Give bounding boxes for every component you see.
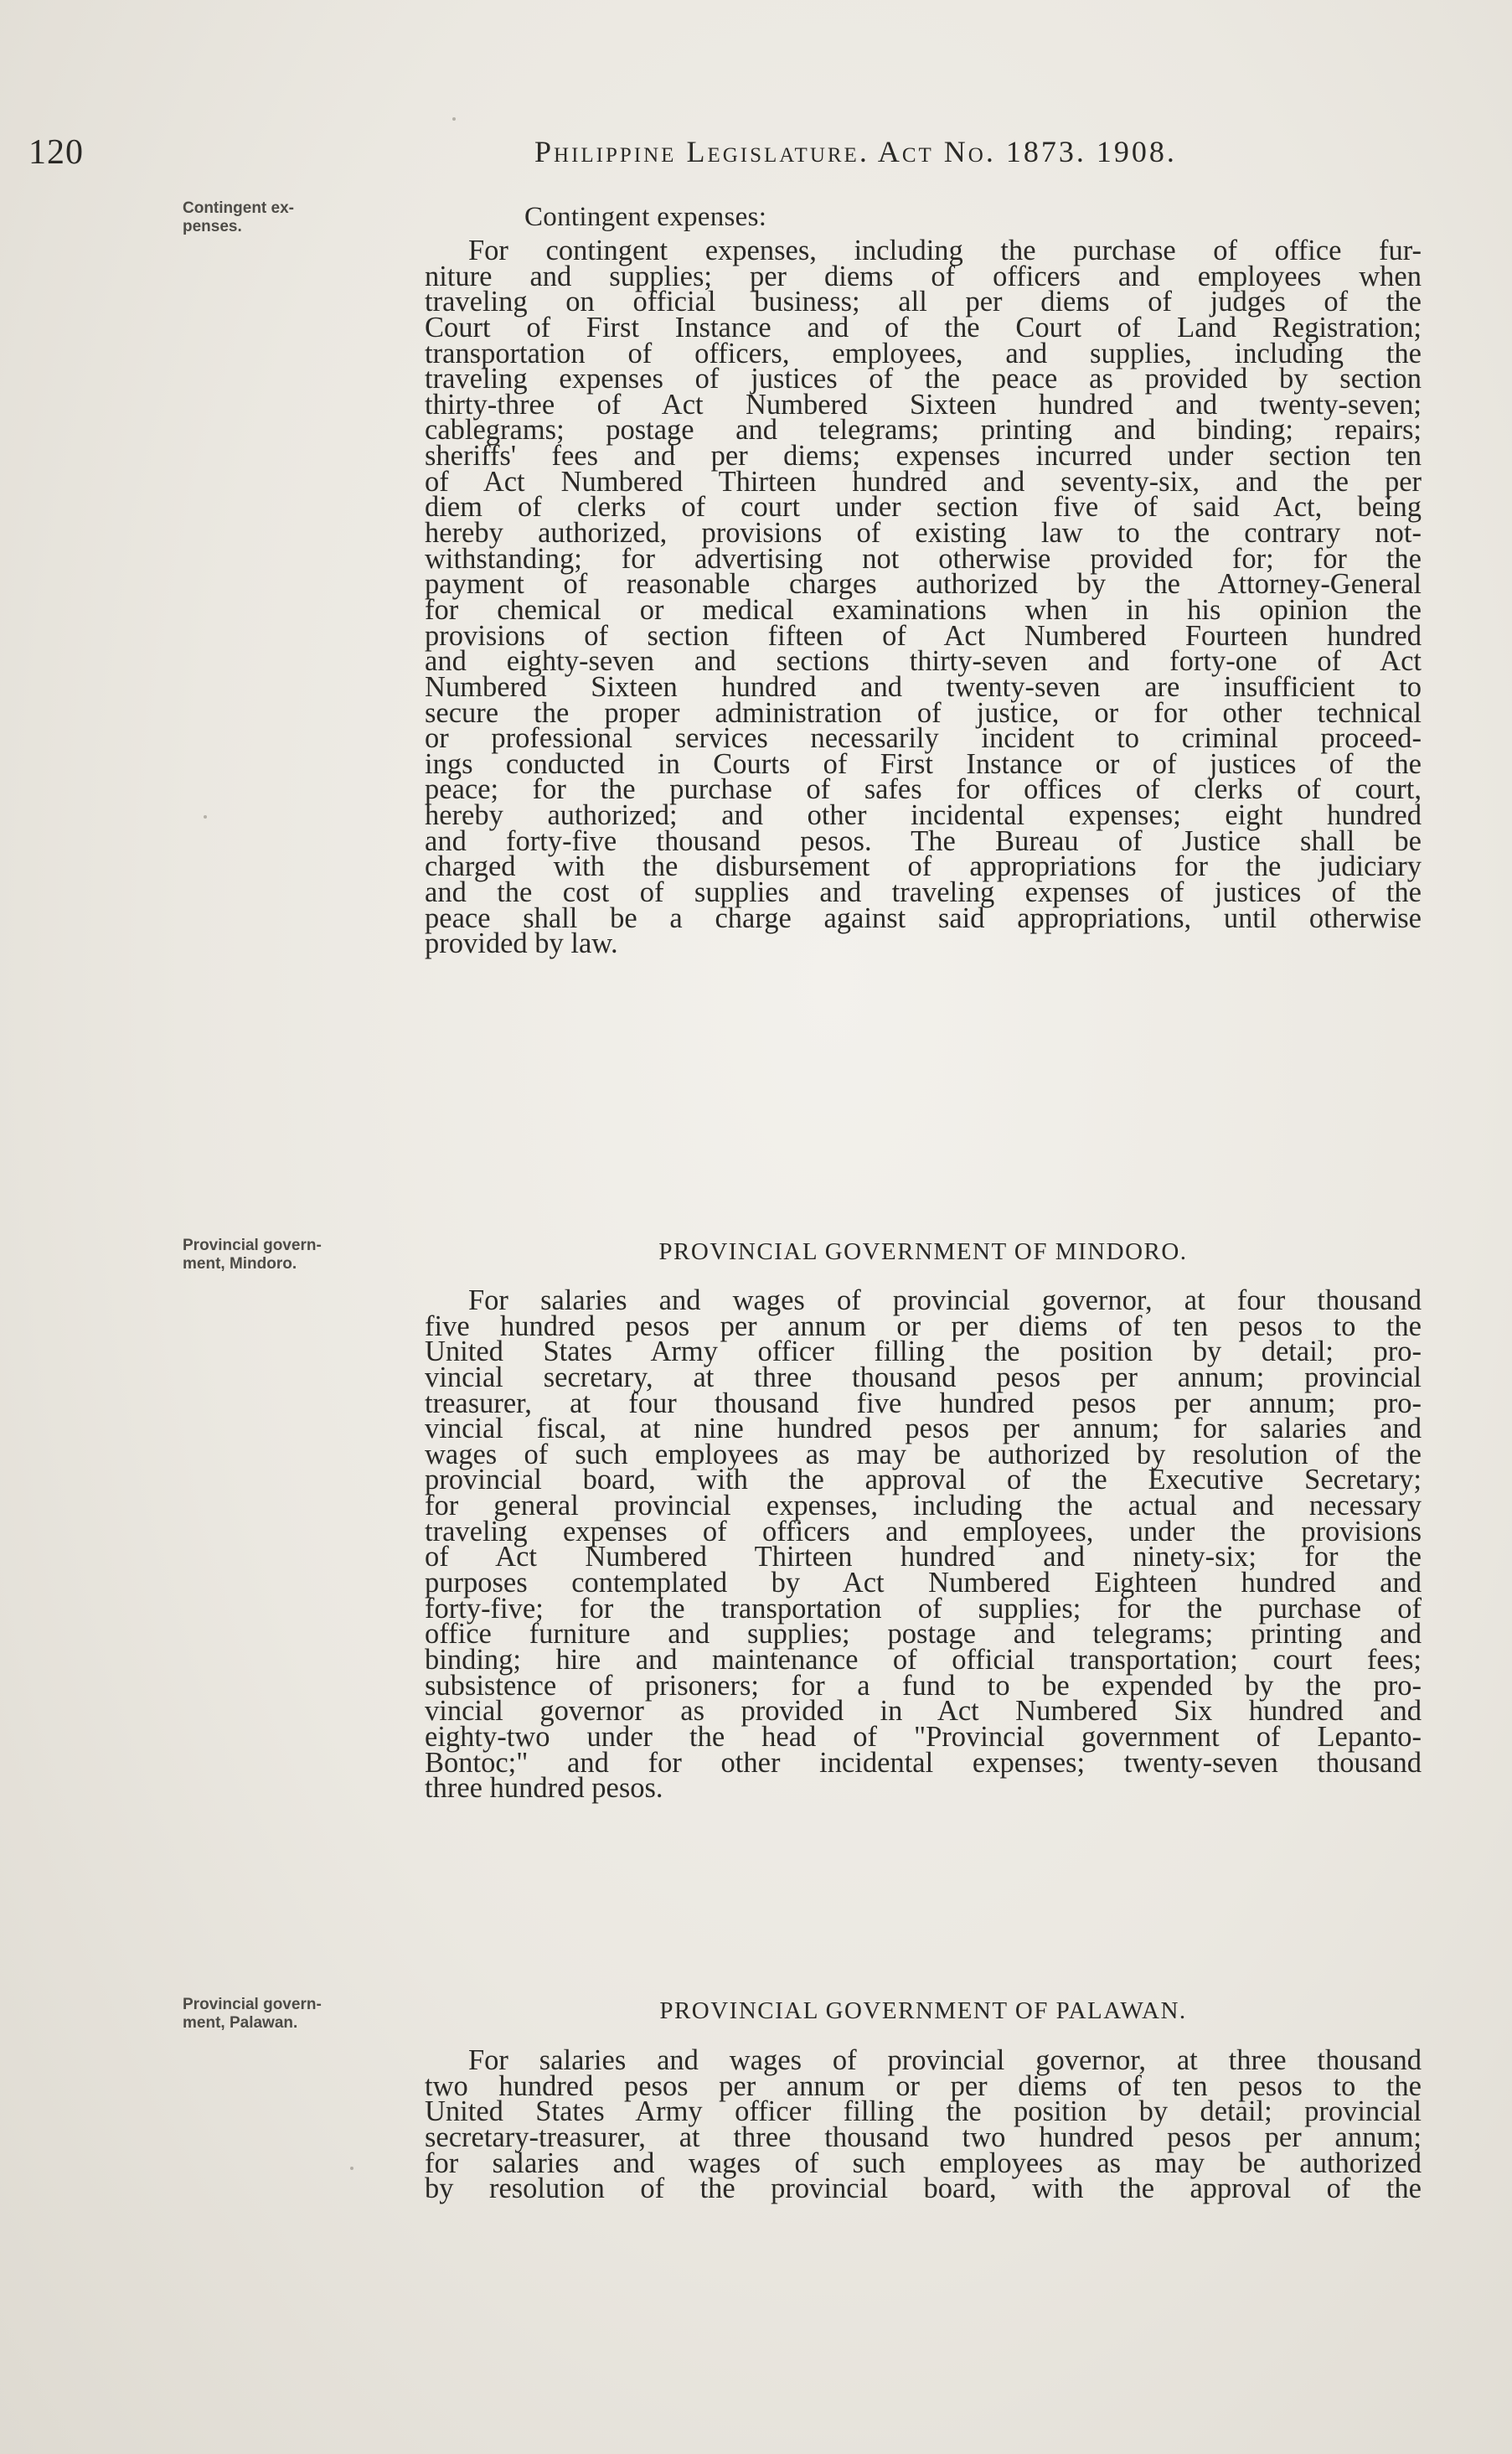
- text-line: traveling on official business; all per diems of judges of the: [425, 286, 1422, 318]
- text-line: two hundred pesos per annum or per diems of ten pesos to the: [425, 2069, 1422, 2102]
- text-line: vincial governor as provided in Act Numbered Six hundred and: [425, 1695, 1422, 1728]
- text-line: hereby authorized, provisions of existing law to the contrary not-: [425, 517, 1422, 550]
- text-line: cablegrams; postage and telegrams; printing and binding; repairs;: [425, 414, 1422, 447]
- text-line: provincial board, with the approval of the Executive Secretary;: [425, 1464, 1422, 1496]
- margin-note-line: Contingent ex-: [183, 199, 294, 217]
- contingent-expenses-subheading-block: [524, 204, 1422, 230]
- margin-note-contingent-expenses: [183, 199, 417, 236]
- text-line: United States Army officer filling the position by detail; pro-: [425, 1335, 1422, 1368]
- margin-note-mindoro: [183, 1237, 417, 1273]
- text-line: charged with the disbursement of appropriations for the judiciary: [425, 850, 1422, 883]
- text-line: provisions of section fifteen of Act Numbered Fourteen hundred: [425, 619, 1422, 652]
- text-line: office furniture and supplies; postage and telegrams; printing and: [425, 1618, 1422, 1651]
- text-line: peace; for the purchase of safes for offices of clerks of court,: [425, 773, 1422, 806]
- text-line: of Act Numbered Thirteen hundred and seventy-six, and the per: [425, 465, 1422, 498]
- text-line: for chemical or medical examinations when in his opinion the: [425, 593, 1422, 626]
- margin-note-line: penses.: [183, 218, 242, 235]
- text-line: by resolution of the provincial board, with the approval of the: [425, 2172, 1422, 2205]
- text-line: traveling expenses of justices of the peace as provided by section: [425, 363, 1422, 395]
- text-line: five hundred pesos per annum or per diems of ten pesos to the: [425, 1310, 1422, 1342]
- mindoro-paragraph: [425, 1284, 1422, 1805]
- contingent-expenses-subheading: Contingent expenses:: [524, 202, 767, 232]
- text-line: hereby authorized; and other incidental expenses; eight hundred: [425, 799, 1422, 832]
- text-line: subsistence of prisoners; for a fund to be expended by the pro-: [425, 1669, 1422, 1702]
- palawan-paragraph: [425, 2044, 1422, 2205]
- text-line: wages of such employees as may be authorized by resolution of the: [425, 1438, 1422, 1470]
- text-line: United States Army officer filling the position by detail; provincial: [425, 2095, 1422, 2128]
- palawan-heading: PROVINCIAL GOVERNMENT OF PALAWAN.: [659, 1997, 1187, 2024]
- scan-speck: [452, 117, 456, 121]
- text-line: traveling expenses of officers and employees, under the provisions: [425, 1515, 1422, 1547]
- text-line: payment of reasonable charges authorized by the Attorney-General: [425, 568, 1422, 601]
- text-line: niture and supplies; per diems of officers and employees when: [425, 260, 1422, 292]
- text-line: For salaries and wages of provincial governor, at three thousand: [468, 2044, 1422, 2076]
- text-line: secure the proper administration of justice, or for other technical: [425, 696, 1422, 729]
- text-line: diem of clerks of court under section five of said Act, being: [425, 491, 1422, 524]
- text-line: and the cost of supplies and traveling expenses of justices of the: [425, 876, 1422, 909]
- text-line: vincial fiscal, at nine hundred pesos per annum; for salaries and: [425, 1413, 1422, 1445]
- scan-speck: [204, 815, 207, 819]
- margin-note-line: Provincial govern-: [183, 1237, 322, 1254]
- text-line: purposes contemplated by Act Numbered Eighteen hundred and: [425, 1567, 1422, 1599]
- text-line: three hundred pesos.: [425, 1772, 663, 1805]
- margin-note-line: ment, Mindoro.: [183, 1255, 297, 1273]
- text-line: and forty-five thousand pesos. The Bureau of Justice shall be: [425, 824, 1422, 857]
- text-line: Bontoc;" and for other incidental expenses; twenty-seven thousand: [425, 1746, 1422, 1779]
- text-line: ings conducted in Courts of First Instance or of justices of the: [425, 747, 1422, 780]
- text-line: for salaries and wages of such employees as may be authorized: [425, 2147, 1422, 2179]
- text-line: peace shall be a charge against said appropriations, until otherwise: [425, 902, 1422, 934]
- margin-note-line: ment, Palawan.: [183, 2014, 298, 2032]
- text-line: eighty-two under the head of "Provincial government of Lepanto-: [425, 1720, 1422, 1753]
- text-line: withstanding; for advertising not otherwise provided for; for the: [425, 542, 1422, 575]
- text-line: transportation of officers, employees, and supplies, including the: [425, 337, 1422, 369]
- text-line: provided by law.: [425, 927, 618, 960]
- margin-note-palawan: [183, 1996, 417, 2033]
- page-header: [28, 132, 1335, 183]
- text-line: forty-five; for the transportation of supplies; for the purchase of: [425, 1592, 1422, 1625]
- text-line: Numbered Sixteen hundred and twenty-seven are insufficient to: [425, 670, 1422, 703]
- text-line: binding; hire and maintenance of official transportation; court fees;: [425, 1643, 1422, 1676]
- text-line: vincial secretary, at three thousand pesos per annum; provincial: [425, 1361, 1422, 1393]
- text-line: For contingent expenses, including the purchase of office fur-: [468, 235, 1422, 266]
- text-line: thirty-three of Act Numbered Sixteen hundred and twenty-seven;: [425, 388, 1422, 421]
- text-line: of Act Numbered Thirteen hundred and ninety-six; for the: [425, 1541, 1422, 1573]
- text-line: secretary-treasurer, at three thousand two hundred pesos per annum;: [425, 2121, 1422, 2153]
- scan-speck: [350, 2167, 353, 2170]
- text-line: sheriffs' fees and per diems; expenses incurred under section ten: [425, 440, 1422, 473]
- running-title: Philippine Legislature. Act No. 1873. 1908.: [534, 135, 1177, 168]
- page-number: 120: [28, 133, 84, 172]
- text-line: for general provincial expenses, including the actual and necessary: [425, 1490, 1422, 1522]
- text-line: Court of First Instance and of the Court of Land Registration;: [425, 311, 1422, 344]
- margin-note-line: Provincial govern-: [183, 1996, 322, 2013]
- contingent-expenses-paragraph: [425, 235, 1422, 960]
- mindoro-heading: PROVINCIAL GOVERNMENT OF MINDORO.: [658, 1238, 1188, 1265]
- text-line: and eighty-seven and sections thirty-seven and forty-one of Act: [425, 645, 1422, 678]
- text-line: treasurer, at four thousand five hundred pesos per annum; pro-: [425, 1387, 1422, 1419]
- text-line: or professional services necessarily incident to criminal proceed-: [425, 722, 1422, 755]
- text-line: For salaries and wages of provincial governor, at four thousand: [468, 1284, 1422, 1316]
